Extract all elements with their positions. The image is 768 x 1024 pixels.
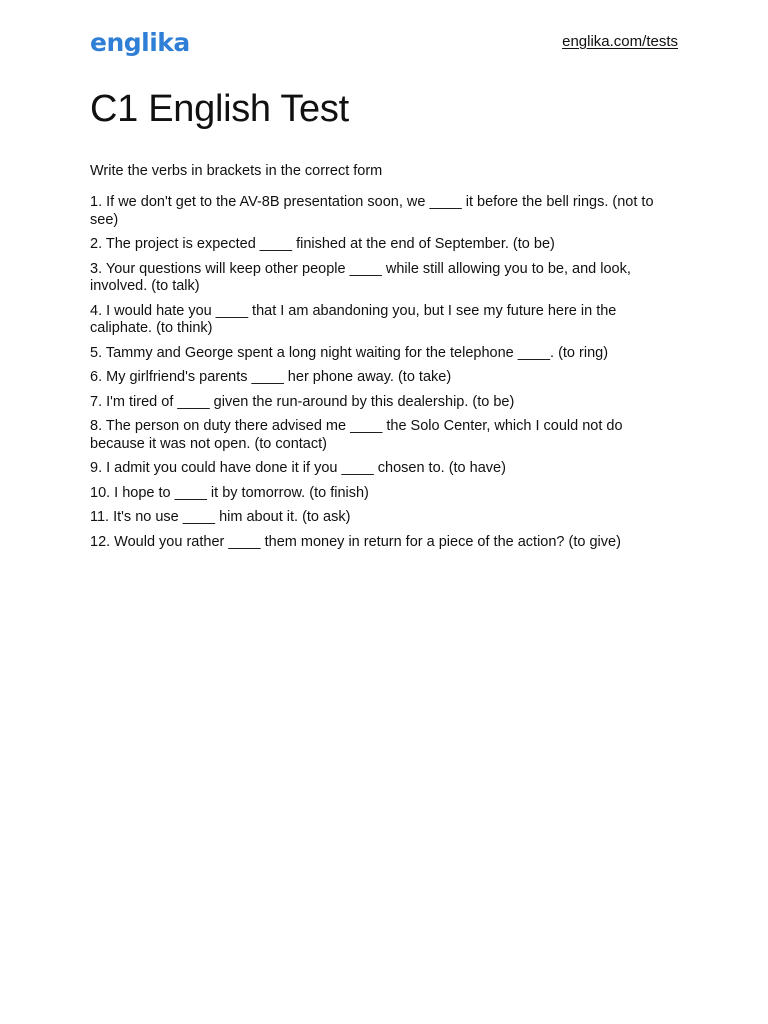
englika-logo[interactable]: englika <box>90 28 190 57</box>
question-item: 7. I'm tired of ____ given the run-around by this dealership. (to be) <box>90 393 515 410</box>
instructions: Write the verbs in brackets in the correct form <box>90 163 383 179</box>
question-item: 12. Would you rather ____ them money in return for a piece of the action? (to give) <box>90 533 621 550</box>
question-item: 5. Tammy and George spent a long night waiting for the telephone ____. (to ring) <box>90 344 609 361</box>
question-item: 1. If we don't get to the AV-8B presentation soon, we ____ it before the bell rings. (not to see) <box>90 194 654 228</box>
page-title: C1 English Test <box>90 88 349 130</box>
question-item: 2. The project is expected ____ finished at the end of September. (to be) <box>90 236 555 252</box>
question-item: 6. My girlfriend's parents ____ her phone away. (to take) <box>90 369 452 385</box>
question-item: 4. I would hate you ____ that I am abandoning you, but I see my future here in the caliphate. (to think) <box>90 302 617 336</box>
question-item: 9. I admit you could have done it if you ____ chosen to. (to have) <box>90 460 506 476</box>
question-item: 10. I hope to ____ it by tomorrow. (to finish) <box>90 484 369 501</box>
question-list <box>90 194 680 558</box>
question-item: 8. The person on duty there advised me ____ the Solo Center, which I could not do because it was not open. (to contact) <box>90 418 623 452</box>
site-link[interactable]: englika.com/tests <box>562 33 678 50</box>
question-item: 11. It's no use ____ him about it. (to ask) <box>90 509 351 525</box>
question-item: 3. Your questions will keep other people ____ while still allowing you to be, and look, involved. (to talk) <box>90 260 631 294</box>
